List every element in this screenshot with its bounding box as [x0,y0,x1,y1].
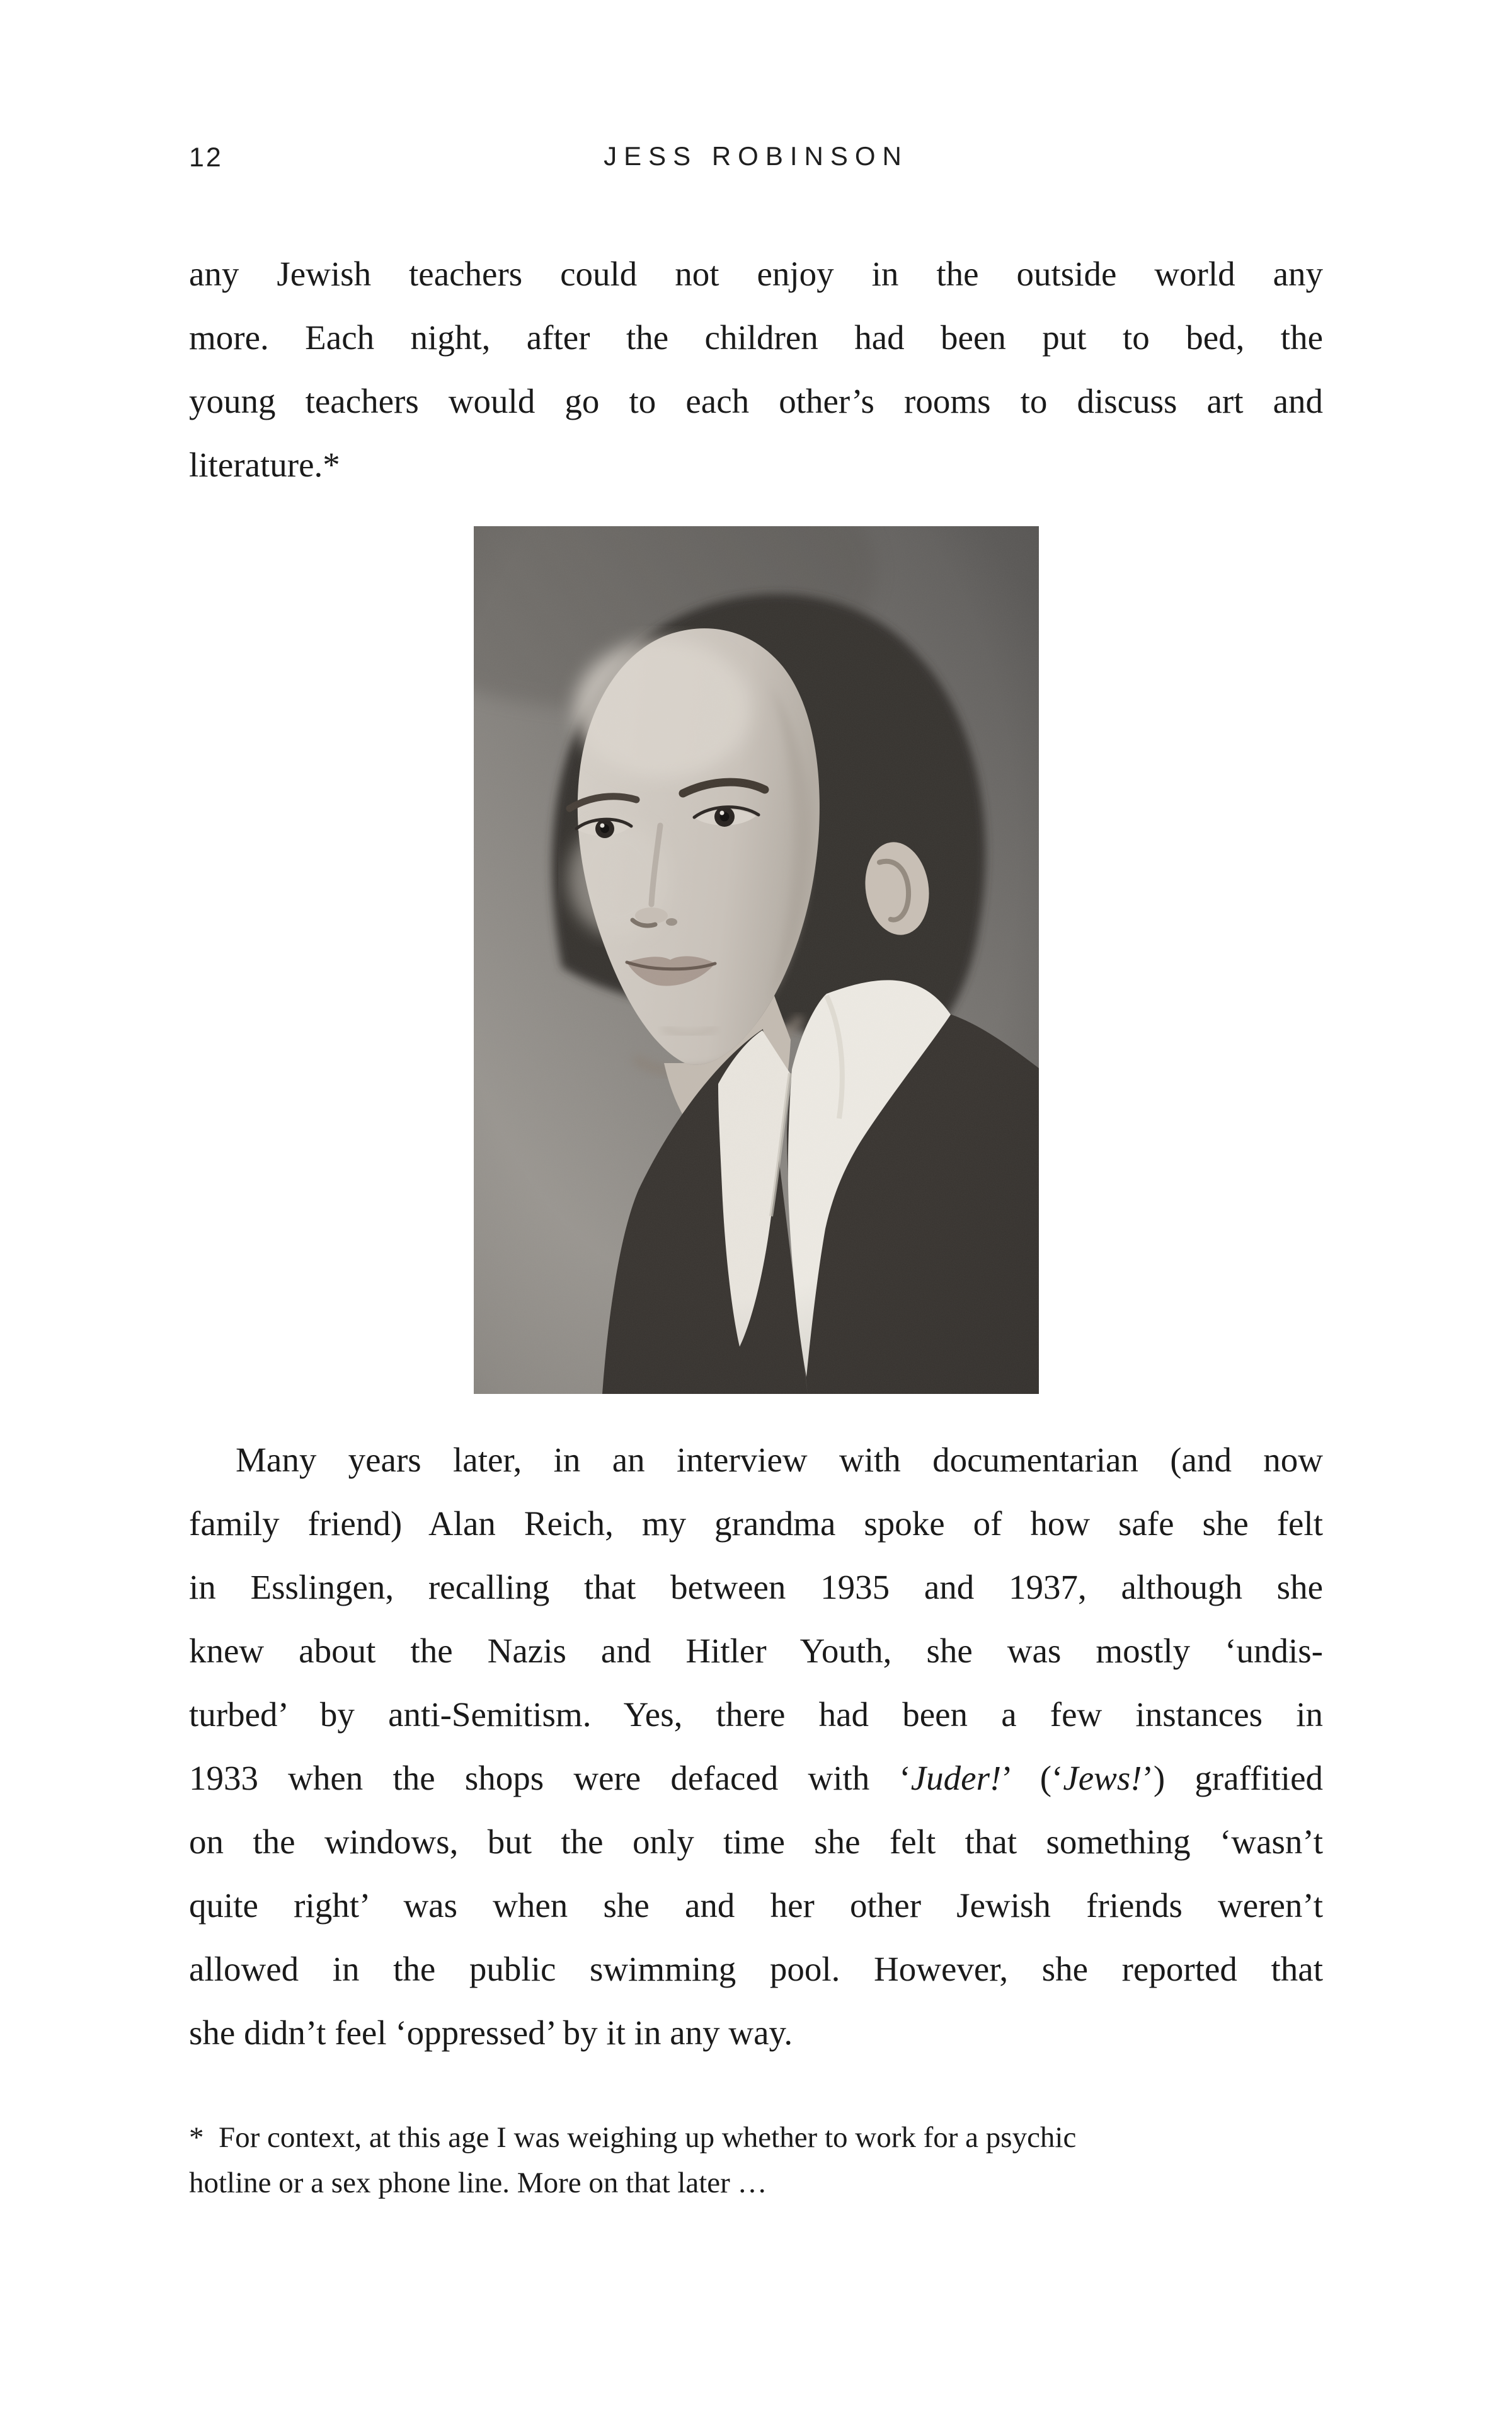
paragraph-main [189,1428,1323,2064]
text-line: in Esslingen, recalling that between 1935 and 1937, although she [189,1568,1323,1606]
text-line: she didn’t feel ‘oppressed’ by it in any way. [189,2013,793,2052]
text-line: turbed’ by anti-Semitism. Yes, there had been a few instances in [189,1695,1323,1734]
running-head: JESS ROBINSON [604,141,908,171]
page-header [189,141,1323,185]
page-body [189,242,1323,2206]
text-line: quite right’ was when she and her other Jewish friends weren’t [189,1886,1323,1925]
portrait-photo-image [474,526,1039,1394]
portrait-photo [474,526,1039,1394]
text-line: any Jewish teachers could not enjoy in the outside world any [189,255,1323,293]
page-number: 12 [189,142,223,173]
text-line: * For context, at this age I was weighing up whether to work for a psychic [189,2121,1077,2154]
text-line: allowed in the public swimming pool. However, she reported that [189,1950,1323,1988]
text-line: Many years later, in an interview with documentarian (and now [236,1441,1323,1479]
text-line: literature.* [189,446,340,484]
text-line: young teachers would go to each other’s rooms to discuss art and [189,382,1323,420]
text-line: hotline or a sex phone line. More on that later … [189,2167,767,2199]
text-line: 1933 when the shops were defaced with ‘Juder!’ (‘Jews!’) graffitied [189,1759,1323,1797]
footnote [189,2115,1323,2206]
text-line: more. Each night, after the children had been put to bed, the [189,318,1323,357]
text-line: family friend) Alan Reich, my grandma spoke of how safe she felt [189,1504,1323,1543]
text-line: on the windows, but the only time she felt that something ‘wasn’t [189,1822,1323,1861]
text-line: knew about the Nazis and Hitler Youth, she was mostly ‘undis- [189,1632,1323,1670]
paragraph-continuation [189,242,1323,497]
